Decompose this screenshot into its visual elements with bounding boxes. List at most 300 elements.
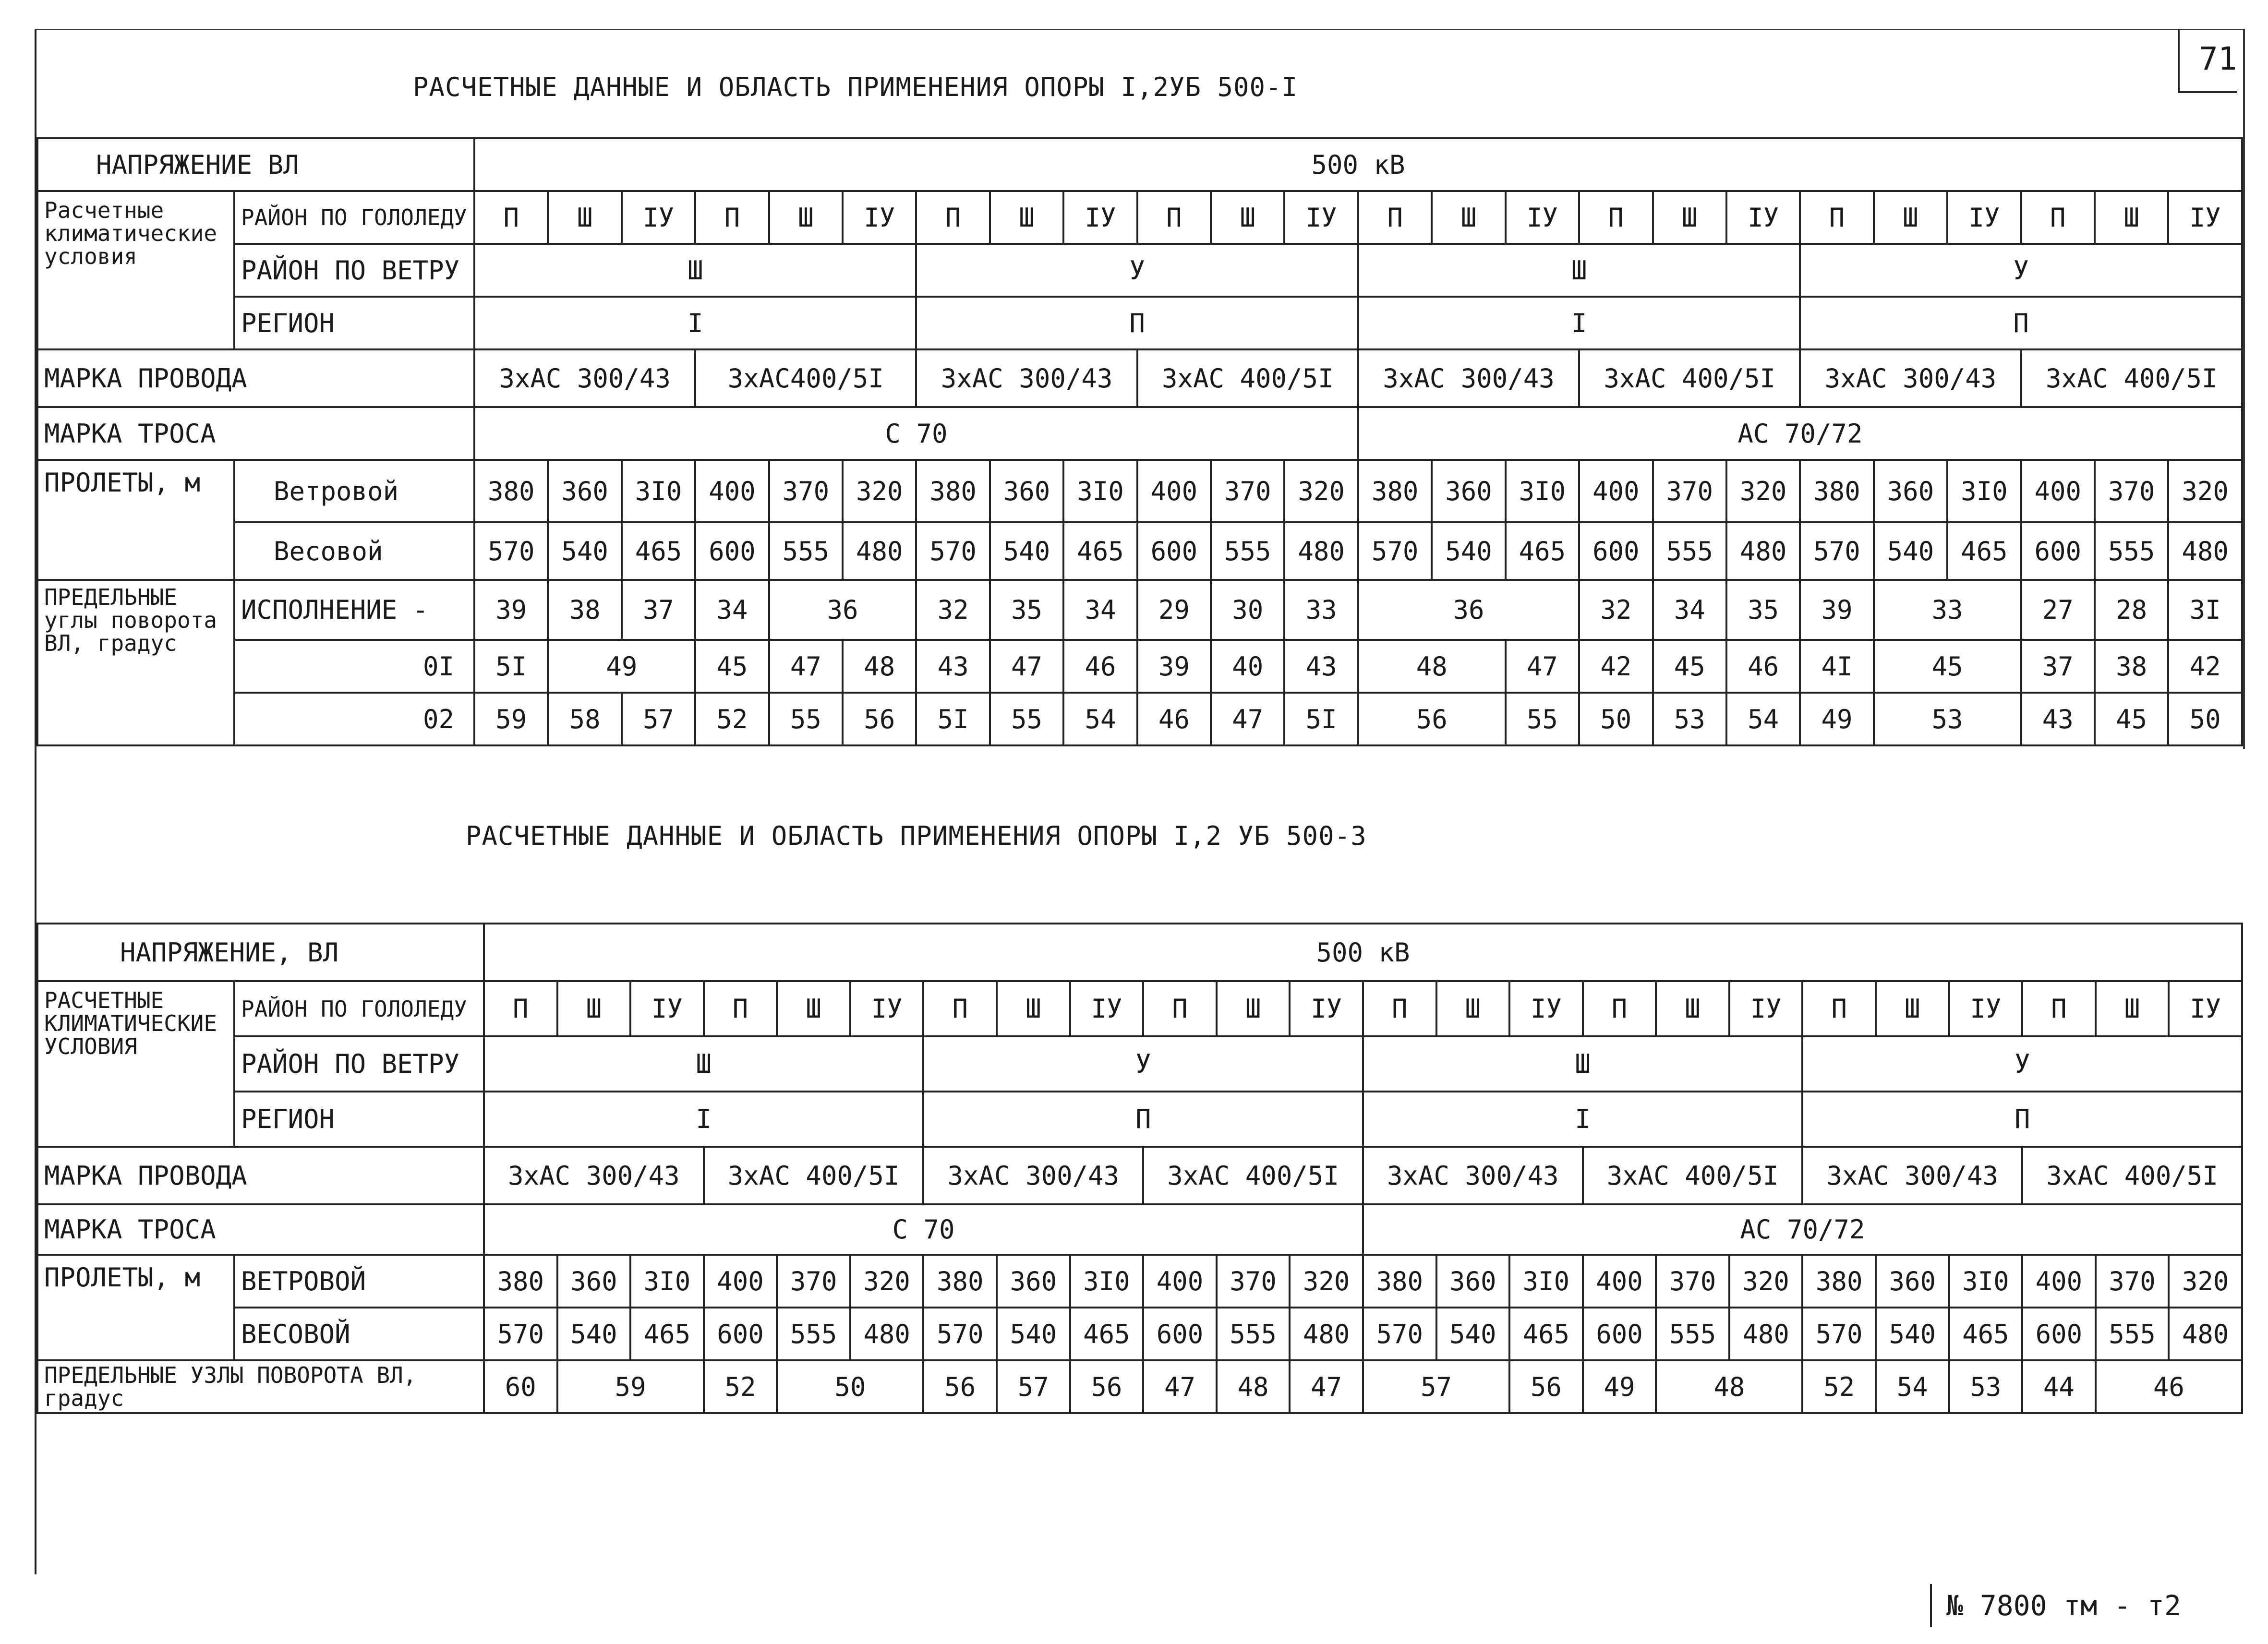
angle-cell: 29 [1137, 580, 1211, 640]
angle-cell: 36 [1358, 580, 1579, 640]
wind-span-cell: 370 [1217, 1255, 1290, 1308]
angle-cell: 5I [1284, 693, 1358, 745]
weight-span-cell: 540 [1874, 522, 1947, 580]
wire-cell: 3хАС 400/5I [2022, 1147, 2242, 1204]
ice-region-cell: IУ [1070, 981, 1144, 1036]
angle-cell: 38 [2095, 640, 2168, 693]
angle-cell: 55 [990, 693, 1063, 745]
cable-label: МАРКА ТРОСА [37, 407, 474, 460]
angle-cell: 53 [1874, 693, 2021, 745]
angle-cell: 52 [704, 1360, 777, 1413]
angle-cell: 59 [557, 1360, 704, 1413]
weight-span-cell: 540 [1876, 1308, 1949, 1360]
ice-region-cell: Ш [2096, 981, 2169, 1036]
angle-cell: 39 [474, 580, 548, 640]
weight-span-cell: 465 [622, 522, 695, 580]
wind-span-cell: 400 [2022, 1255, 2096, 1308]
wire-cell: 3хАС 300/43 [1800, 349, 2021, 407]
wind-span-cell: 360 [1874, 460, 1947, 522]
weight-span-cell: 600 [1143, 1308, 1217, 1360]
region-cell: I [1363, 1092, 1802, 1147]
table1-region-row [37, 297, 2242, 349]
angle-cell: 5I [474, 640, 548, 693]
wire-cell: 3хАС 300/43 [1363, 1147, 1583, 1204]
ice-region-cell: IУ [1290, 981, 1363, 1036]
table2-wire-row [37, 1147, 2242, 1204]
wind-span-cell: 400 [704, 1255, 777, 1308]
ice-region-cell: Ш [1217, 981, 1290, 1036]
angle-cell: 49 [548, 640, 695, 693]
ice-region-cell: Ш [557, 981, 631, 1036]
wind-span-cell: 360 [1436, 1255, 1510, 1308]
weight-span-label: Весовой [234, 522, 474, 580]
ice-region-cell: П [1358, 191, 1432, 244]
angle-cell: 48 [1358, 640, 1506, 693]
angle-cell: 52 [1802, 1360, 1876, 1413]
wind-span-cell: 380 [1802, 1255, 1876, 1308]
weight-span-cell: 570 [1358, 522, 1432, 580]
wind-span-cell: 3I0 [1949, 1255, 2023, 1308]
angle-cell: 35 [1726, 580, 1800, 640]
angle-cell: 47 [1143, 1360, 1217, 1413]
document-code: № 7800 тм - т2 [1930, 1584, 2181, 1627]
table1-ice-row [37, 191, 2242, 244]
wind-span-cell: 370 [1653, 460, 1726, 522]
angle-cell: 49 [1800, 693, 1873, 745]
weight-span-cell: 540 [1432, 522, 1505, 580]
angle-cell: 45 [1874, 640, 2021, 693]
table2-voltage-row [37, 924, 2242, 981]
table1-o1-row [37, 640, 2242, 693]
o2-label: 02 [234, 693, 474, 745]
ice-region-cell: IУ [1506, 191, 1579, 244]
wind-span-label: Ветровой [234, 460, 474, 522]
angle-cell: 42 [1579, 640, 1653, 693]
weight-span-cell: 465 [1509, 1308, 1583, 1360]
cable-cell: АС 70/72 [1358, 407, 2242, 460]
table2-weight-span-row [37, 1308, 2242, 1360]
weight-span-cell: 600 [695, 522, 769, 580]
region-cell: I [1358, 297, 1800, 349]
weight-span-cell: 540 [990, 522, 1063, 580]
angle-cell: 30 [1211, 580, 1284, 640]
table1-exec-row [37, 580, 2242, 640]
table2 [36, 923, 2243, 1414]
wind-span-cell: 380 [474, 460, 548, 522]
angle-cell: 60 [484, 1360, 557, 1413]
weight-span-cell: 540 [557, 1308, 631, 1360]
angle-cell: 57 [1363, 1360, 1509, 1413]
page-number: 71 [2199, 40, 2237, 77]
wire-cell: 3хАС 300/43 [923, 1147, 1143, 1204]
wire-cell: 3хАС 400/5I [704, 1147, 924, 1204]
region-cell: П [1800, 297, 2242, 349]
wind-span-cell: 380 [1363, 1255, 1436, 1308]
angle-cell: 34 [1063, 580, 1137, 640]
wind-span-cell: 380 [1800, 460, 1873, 522]
weight-span-cell: 600 [704, 1308, 777, 1360]
angle-cell: 47 [1211, 693, 1284, 745]
wind-span-cell: 370 [1211, 460, 1284, 522]
wind-span-cell: 400 [1583, 1255, 1656, 1308]
table1-voltage-row [37, 138, 2242, 191]
page-frame-right [2243, 29, 2245, 749]
angle-cell: 50 [777, 1360, 923, 1413]
weight-span-cell: 465 [1947, 522, 2021, 580]
angle-cell: 5I [916, 693, 989, 745]
angle-cell: 56 [843, 693, 916, 745]
angle-cell: 27 [2021, 580, 2095, 640]
wind-span-cell: 3I0 [622, 460, 695, 522]
angle-cell: 42 [2168, 640, 2242, 693]
region-cell: I [484, 1092, 923, 1147]
weight-span-cell: 570 [916, 522, 989, 580]
weight-span-cell: 465 [1063, 522, 1137, 580]
weight-span-cell: 480 [1290, 1308, 1363, 1360]
wire-cell: 3хАС 300/43 [474, 349, 695, 407]
wire-cell: 3хАС 400/5I [1137, 349, 1358, 407]
cable-label: МАРКА ТРОСА [37, 1204, 484, 1255]
weight-span-cell: 570 [1802, 1308, 1876, 1360]
region-cell: П [923, 1092, 1363, 1147]
climate-label: Расчетные климатические условия [37, 191, 234, 349]
ice-region-cell: IУ [1284, 191, 1358, 244]
weight-span-label: ВЕСОВОЙ [234, 1308, 484, 1360]
angle-cell: 40 [1211, 640, 1284, 693]
wind-span-cell: 380 [916, 460, 989, 522]
wind-span-cell: 370 [2095, 460, 2168, 522]
climate-label: РАСЧЕТНЫЕ КЛИМАТИЧЕСКИЕ УСЛОВИЯ [37, 981, 234, 1147]
wire-cell: 3хАС 400/5I [2021, 349, 2242, 407]
page-frame-top [35, 29, 2243, 30]
table2-angles-row [37, 1360, 2242, 1413]
wind-span-cell: 360 [557, 1255, 631, 1308]
weight-span-cell: 555 [777, 1308, 850, 1360]
wire-cell: 3хАС 300/43 [916, 349, 1137, 407]
ice-region-cell: IУ [850, 981, 924, 1036]
angle-cell: 45 [1653, 640, 1726, 693]
angle-cell: 33 [1284, 580, 1358, 640]
ice-region-cell: П [916, 191, 989, 244]
ice-region-cell: Ш [997, 981, 1070, 1036]
ice-region-cell: IУ [1063, 191, 1137, 244]
angle-cell: 53 [1949, 1360, 2023, 1413]
angle-cell: 56 [1358, 693, 1506, 745]
ice-region-cell: Ш [1436, 981, 1510, 1036]
ice-region-cell: Ш [777, 981, 850, 1036]
voltage-value: 500 кВ [484, 924, 2242, 981]
angle-cell: 56 [1509, 1360, 1583, 1413]
angle-cell: 37 [2021, 640, 2095, 693]
ice-region-cell: IУ [1947, 191, 2021, 244]
angle-cell: 38 [548, 580, 621, 640]
wind-region-cell: У [923, 1036, 1363, 1092]
angle-cell: 52 [695, 693, 769, 745]
ice-region-cell: Ш [1874, 191, 1947, 244]
wire-cell: 3хАС400/5I [695, 349, 916, 407]
angle-cell: 43 [2021, 693, 2095, 745]
wire-cell: 3хАС 400/5I [1579, 349, 1800, 407]
wind-region-cell: Ш [1363, 1036, 1802, 1092]
ice-region-cell: IУ [1949, 981, 2023, 1036]
table2-ice-row [37, 981, 2242, 1036]
angle-cell: 48 [843, 640, 916, 693]
wind-span-cell: 320 [1726, 460, 1800, 522]
weight-span-cell: 480 [2168, 522, 2242, 580]
angle-cell: 4I [1800, 640, 1873, 693]
wind-span-cell: 360 [548, 460, 621, 522]
cable-cell: С 70 [484, 1204, 1363, 1255]
wind-span-cell: 320 [1729, 1255, 1803, 1308]
weight-span-cell: 480 [1729, 1308, 1803, 1360]
ice-region-cell: П [1800, 191, 1873, 244]
weight-span-cell: 540 [1436, 1308, 1510, 1360]
ice-region-cell: IУ [1729, 981, 1803, 1036]
wind-span-cell: 3I0 [1947, 460, 2021, 522]
voltage-value: 500 кВ [474, 138, 2242, 191]
ice-label: РАЙОН ПО ГОЛОЛЕДУ [234, 981, 484, 1036]
ice-region-cell: П [1363, 981, 1436, 1036]
wind-span-cell: 360 [990, 460, 1063, 522]
weight-span-cell: 555 [769, 522, 843, 580]
wind-region-cell: У [916, 244, 1358, 297]
angle-cell: 54 [1876, 1360, 1949, 1413]
weight-span-cell: 555 [1211, 522, 1284, 580]
ice-region-cell: IУ [2168, 191, 2242, 244]
angle-cell: 48 [1656, 1360, 1802, 1413]
table2-cable-row [37, 1204, 2242, 1255]
angle-cell: 47 [990, 640, 1063, 693]
ice-region-cell: Ш [1876, 981, 1949, 1036]
angle-cell: 55 [1506, 693, 1579, 745]
weight-span-cell: 465 [1949, 1308, 2023, 1360]
region-label: РЕГИОН [234, 1092, 484, 1147]
weight-span-cell: 600 [1137, 522, 1211, 580]
spans-label: ПРОЛЕТЫ, м [37, 1255, 234, 1360]
angle-cell: 37 [622, 580, 695, 640]
angle-cell: 3I [2168, 580, 2242, 640]
ice-region-cell: П [1579, 191, 1653, 244]
angle-cell: 34 [695, 580, 769, 640]
angle-cell: 47 [1506, 640, 1579, 693]
weight-span-cell: 465 [1070, 1308, 1144, 1360]
ice-region-cell: Ш [2095, 191, 2168, 244]
angle-cell: 43 [916, 640, 989, 693]
weight-span-cell: 570 [484, 1308, 557, 1360]
weight-span-cell: 540 [997, 1308, 1070, 1360]
wind-span-cell: 3I0 [1063, 460, 1137, 522]
wind-span-cell: 3I0 [630, 1255, 704, 1308]
wind-span-cell: 400 [2021, 460, 2095, 522]
ice-region-cell: Ш [769, 191, 843, 244]
table1 [36, 137, 2243, 746]
angle-cell: 46 [2096, 1360, 2242, 1413]
angle-cell: 46 [1726, 640, 1800, 693]
ice-region-cell: IУ [843, 191, 916, 244]
region-cell: I [474, 297, 916, 349]
ice-region-cell: Ш [1656, 981, 1729, 1036]
weight-span-cell: 480 [843, 522, 916, 580]
angle-cell: 47 [769, 640, 843, 693]
angle-cell: 58 [548, 693, 621, 745]
wind-span-cell: 370 [1656, 1255, 1729, 1308]
table2-wind-row [37, 1036, 2242, 1092]
wind-span-cell: 370 [777, 1255, 850, 1308]
table1-wind-span-row [37, 460, 2242, 522]
ice-region-cell: Ш [990, 191, 1063, 244]
angle-cell: 36 [769, 580, 917, 640]
ice-region-cell: П [923, 981, 997, 1036]
angle-cell: 45 [695, 640, 769, 693]
angle-cell: 56 [1070, 1360, 1144, 1413]
angle-cell: 54 [1726, 693, 1800, 745]
table1-wind-row [37, 244, 2242, 297]
angle-cell: 32 [916, 580, 989, 640]
wind-span-cell: 400 [695, 460, 769, 522]
weight-span-cell: 555 [1217, 1308, 1290, 1360]
angle-cell: 47 [1290, 1360, 1363, 1413]
wind-region-cell: У [1802, 1036, 2242, 1092]
wind-span-cell: 320 [843, 460, 916, 522]
wind-span-cell: 320 [1290, 1255, 1363, 1308]
ice-region-cell: Ш [1432, 191, 1505, 244]
angle-cell: 32 [1579, 580, 1653, 640]
ice-region-cell: П [2022, 981, 2096, 1036]
cable-cell: С 70 [474, 407, 1358, 460]
ice-region-cell: IУ [1726, 191, 1800, 244]
ice-region-cell: IУ [1509, 981, 1583, 1036]
wire-cell: 3хАС 300/43 [1358, 349, 1579, 407]
table1-wire-row [37, 349, 2242, 407]
angle-cell: 35 [990, 580, 1063, 640]
ice-region-cell: П [474, 191, 548, 244]
region-cell: П [1802, 1092, 2242, 1147]
ice-region-cell: Ш [1653, 191, 1726, 244]
weight-span-cell: 600 [2022, 1308, 2096, 1360]
ice-region-cell: П [1137, 191, 1211, 244]
angle-cell: 39 [1800, 580, 1873, 640]
wind-span-cell: 380 [923, 1255, 997, 1308]
wind-region-cell: Ш [474, 244, 916, 297]
angle-cell: 54 [1063, 693, 1137, 745]
weight-span-cell: 480 [1726, 522, 1800, 580]
ice-region-cell: П [484, 981, 557, 1036]
wind-region-cell: Ш [484, 1036, 923, 1092]
weight-span-cell: 480 [850, 1308, 924, 1360]
wind-span-cell: 3I0 [1070, 1255, 1144, 1308]
wind-span-cell: 370 [2096, 1255, 2169, 1308]
weight-span-cell: 570 [1800, 522, 1873, 580]
table2-title: РАСЧЕТНЫЕ ДАННЫЕ И ОБЛАСТЬ ПРИМЕНЕНИЯ ОПОРЫ I,2 УБ 500-3 [466, 821, 1367, 851]
wind-span-cell: 3I0 [1509, 1255, 1583, 1308]
wire-cell: 3хАС 300/43 [484, 1147, 704, 1204]
angle-cell: 46 [1137, 693, 1211, 745]
weight-span-cell: 570 [1363, 1308, 1436, 1360]
wind-span-cell: 370 [769, 460, 843, 522]
ice-region-cell: П [695, 191, 769, 244]
weight-span-cell: 555 [1653, 522, 1726, 580]
exec-label: ИСПОЛНЕНИЕ - [234, 580, 474, 640]
weight-span-cell: 465 [1506, 522, 1579, 580]
spans-label: ПРОЛЕТЫ, м [37, 460, 234, 580]
angles-label: ПРЕДЕЛЬНЫЕ УЗЛЫ ПОВОРОТА ВЛ, градус [37, 1360, 484, 1413]
o1-label: 0I [234, 640, 474, 693]
wind-span-cell: 320 [850, 1255, 924, 1308]
angles-label: ПРЕДЕЛЬНЫЕ углы поворота ВЛ, градус [37, 580, 234, 745]
wire-cell: 3хАС 400/5I [1143, 1147, 1363, 1204]
wind-span-cell: 380 [484, 1255, 557, 1308]
ice-region-cell: П [1802, 981, 1876, 1036]
weight-span-cell: 600 [2021, 522, 2095, 580]
cable-cell: АС 70/72 [1363, 1204, 2242, 1255]
wind-span-cell: 3I0 [1506, 460, 1579, 522]
ice-region-cell: Ш [548, 191, 621, 244]
wire-cell: 3хАС 300/43 [1802, 1147, 2022, 1204]
table2-wind-span-row [37, 1255, 2242, 1308]
table1-title: РАСЧЕТНЫЕ ДАННЫЕ И ОБЛАСТЬ ПРИМЕНЕНИЯ ОПОРЫ I,2УБ 500-I [413, 72, 1298, 102]
angle-cell: 46 [1063, 640, 1137, 693]
ice-region-cell: IУ [2169, 981, 2242, 1036]
weight-span-cell: 480 [1284, 522, 1358, 580]
region-cell: П [916, 297, 1358, 349]
weight-span-cell: 570 [474, 522, 548, 580]
angle-cell: 45 [2095, 693, 2168, 745]
wire-label: МАРКА ПРОВОДА [37, 1147, 484, 1204]
wire-label: МАРКА ПРОВОДА [37, 349, 474, 407]
angle-cell: 49 [1583, 1360, 1656, 1413]
angle-cell: 55 [769, 693, 843, 745]
region-label: РЕГИОН [234, 297, 474, 349]
wind-span-cell: 400 [1137, 460, 1211, 522]
wind-label: РАЙОН ПО ВЕТРУ [234, 244, 474, 297]
wind-span-cell: 320 [1284, 460, 1358, 522]
table1-o2-row [37, 693, 2242, 745]
wind-span-cell: 360 [1432, 460, 1505, 522]
weight-span-cell: 555 [1656, 1308, 1729, 1360]
angle-cell: 28 [2095, 580, 2168, 640]
voltage-label: НАПРЯЖЕНИЕ ВЛ [37, 138, 474, 191]
wind-span-label: ВЕТРОВОЙ [234, 1255, 484, 1308]
angle-cell: 53 [1653, 693, 1726, 745]
weight-span-cell: 465 [630, 1308, 704, 1360]
angle-cell: 57 [622, 693, 695, 745]
weight-span-cell: 570 [923, 1308, 997, 1360]
wind-span-cell: 320 [2168, 460, 2242, 522]
weight-span-cell: 480 [2169, 1308, 2242, 1360]
ice-region-cell: IУ [622, 191, 695, 244]
wire-cell: 3хАС 400/5I [1583, 1147, 1803, 1204]
angle-cell: 57 [997, 1360, 1070, 1413]
angle-cell: 43 [1284, 640, 1358, 693]
wind-span-cell: 360 [997, 1255, 1070, 1308]
weight-span-cell: 540 [548, 522, 621, 580]
voltage-label: НАПРЯЖЕНИЕ, ВЛ [37, 924, 484, 981]
ice-region-cell: П [1583, 981, 1656, 1036]
wind-span-cell: 380 [1358, 460, 1432, 522]
ice-label: РАЙОН ПО ГОЛОЛЕДУ [234, 191, 474, 244]
angle-cell: 56 [923, 1360, 997, 1413]
wind-region-cell: Ш [1358, 244, 1800, 297]
wind-span-cell: 400 [1579, 460, 1653, 522]
wind-span-cell: 320 [2169, 1255, 2242, 1308]
weight-span-cell: 555 [2096, 1308, 2169, 1360]
table1-weight-span-row [37, 522, 2242, 580]
weight-span-cell: 555 [2095, 522, 2168, 580]
wind-label: РАЙОН ПО ВЕТРУ [234, 1036, 484, 1092]
weight-span-cell: 600 [1583, 1308, 1656, 1360]
wind-span-cell: 400 [1143, 1255, 1217, 1308]
wind-region-cell: У [1800, 244, 2242, 297]
